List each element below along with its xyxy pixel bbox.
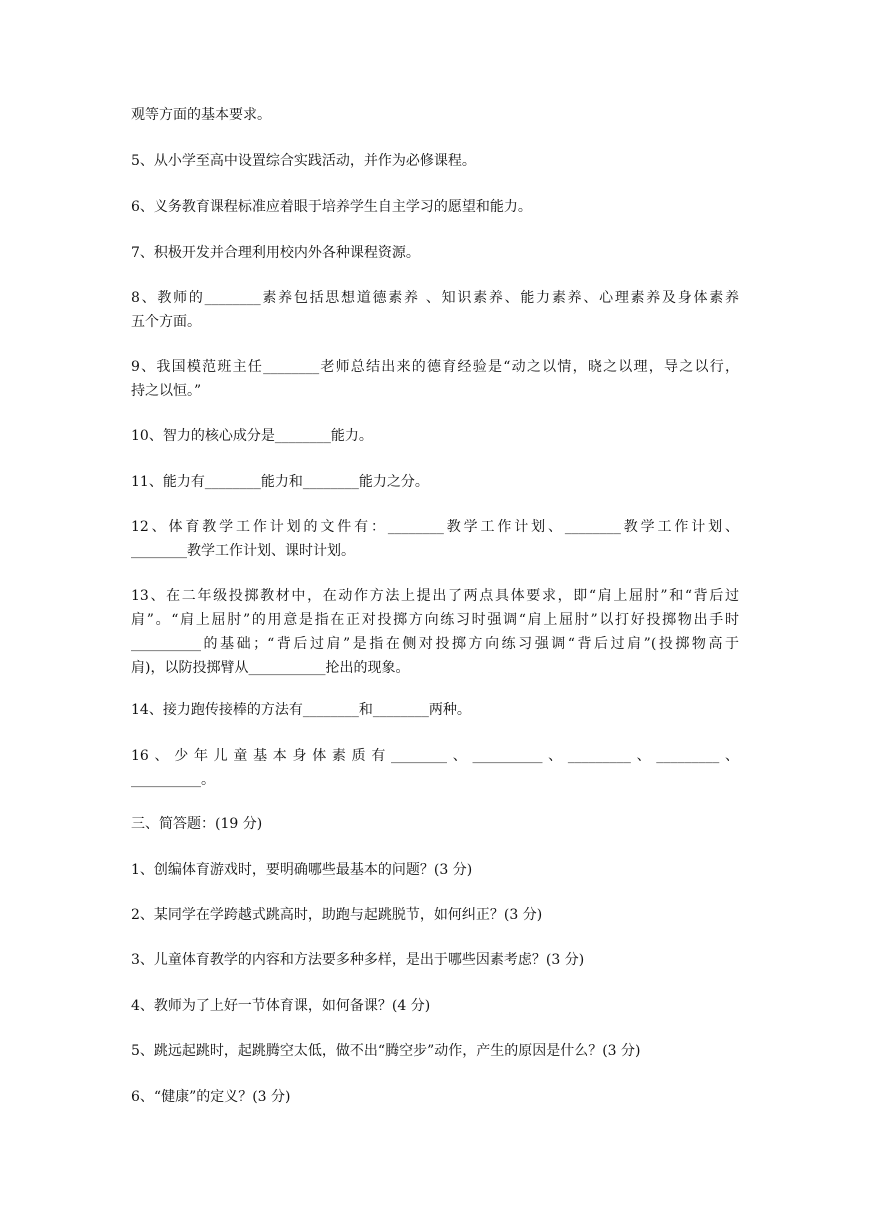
question-line: 10、智力的核心成分是________能力。 [131,428,373,444]
short-answer-question [131,858,739,882]
short-answer-question [131,1085,739,1109]
list-item [131,241,739,265]
list-item [131,149,739,173]
question-line: 11、能力有________能力和________能力之分。 [131,474,429,490]
question-line: ________教学工作计划、课时计划。 [131,543,355,559]
short-answer-question [131,994,739,1018]
fill-blank-question [131,698,739,722]
question-line: __________的基础；“背后过肩”是指在侧对投掷方向练习强调“背后过肩”(投掷物高于 [131,636,739,652]
fill-blank-question [131,584,739,680]
short-answer-question [131,1039,739,1063]
text-line [131,103,739,127]
fill-blank-question [131,286,739,334]
question-line: 2、某同学在学跨越式跳高时，助跑与起跳脱节，如何纠正？(3 分) [131,907,543,923]
question-line: 8、教师的________素养包括思想道德素养 、知识素养、能力素养、心理素养及身体素养 [131,290,739,306]
question-line: 5、跳远起跳时，起跳腾空太低，做不出“腾空步”动作，产生的原因是什么？(3 分) [131,1043,641,1059]
question-line: 6、“健康”的定义？(3 分) [131,1089,291,1105]
text-line-content: 观等方面的基本要求。 [131,107,271,123]
section-heading [131,812,739,836]
question-line: 持之以恒。” [131,383,202,399]
short-answer-question [131,948,739,972]
fill-blank-question [131,355,739,403]
list-item-text: 6、义务教育课程标准应着眼于培养学生自主学习的愿望和能力。 [131,199,532,215]
question-line: 16、少年儿童基本身体素质有________、__________、_________、_________、 [131,748,739,764]
fill-blank-question [131,470,739,494]
fill-blank-question [131,424,739,448]
question-line: 9、我国模范班主任________老师总结出来的德育经验是“动之以情，晓之以理，导之以行， [131,359,739,375]
question-line: 12、体育教学工作计划的文件有：________教学工作计划、________教学工作计划、 [131,519,739,535]
fill-blank-question [131,744,739,792]
question-line: 肩”。“肩上屈肘”的用意是指在正对投掷方向练习时强调“肩上屈肘”以打好投掷物出手时 [131,612,739,628]
fill-blank-question [131,515,739,563]
question-line: __________。 [131,772,215,788]
question-line: 五个方面。 [131,314,201,330]
list-item-text: 5、从小学至高中设置综合实践活动，并作为必修课程。 [131,153,476,169]
question-line: 4、教师为了上好一节体育课，如何备课？(4 分) [131,998,431,1014]
question-line: 1、创编体育游戏时，要明确哪些最基本的问题？(3 分) [131,862,473,878]
section-heading-text: 三、简答题：(19 分) [131,816,263,832]
list-item-text: 7、积极开发并合理利用校内外各种课程资源。 [131,245,420,261]
question-line: 3、儿童体育教学的内容和方法要多种多样，是出于哪些因素考虑？(3 分) [131,952,585,968]
list-item [131,195,739,219]
short-answer-question [131,903,739,927]
question-line: 14、接力跑传接棒的方法有________和________两种。 [131,702,471,718]
question-line: 13、在二年级投掷教材中，在动作方法上提出了两点具体要求，即“肩上屈肘”和“背后过 [131,588,739,604]
question-line: 肩)，以防投掷臂从___________抡出的现象。 [131,660,410,676]
